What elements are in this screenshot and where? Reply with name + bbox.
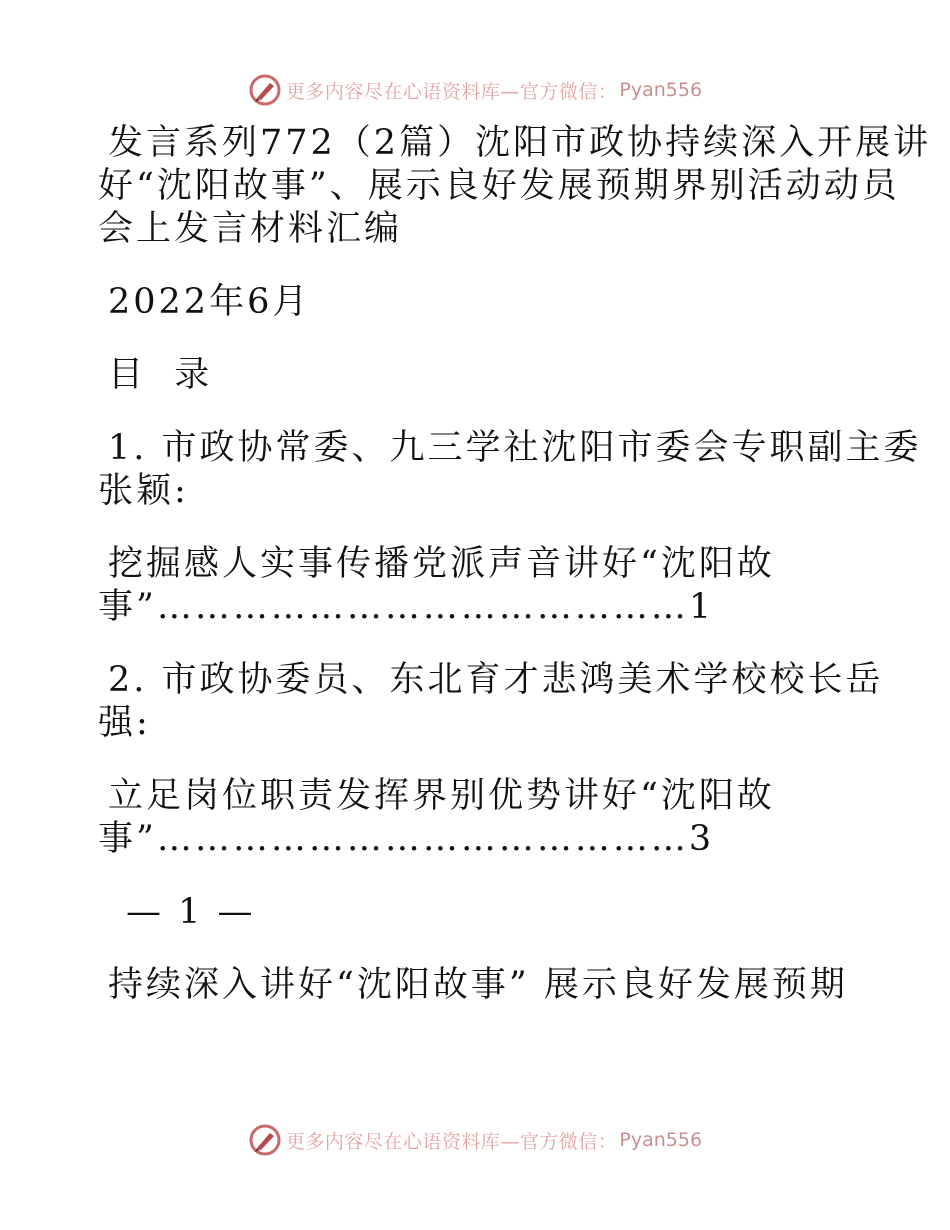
watermark-wechat-id: Pyan556 bbox=[619, 1129, 703, 1151]
pen-logo-icon bbox=[248, 1123, 282, 1157]
document-date: 2022年6月 bbox=[108, 282, 311, 322]
toc-title: 挖掘感人实事传播党派声音讲好“沈阳故 bbox=[108, 544, 775, 584]
toc-title: 事”……………………………………3 bbox=[98, 819, 715, 859]
toc-entry-2[interactable] bbox=[98, 659, 884, 861]
toc-entry-1[interactable] bbox=[98, 427, 922, 629]
toc-heading: 目 录 bbox=[108, 355, 213, 395]
toc-speaker: 张颖: bbox=[98, 471, 189, 511]
watermark-text: 更多内容尽在心语资料库—官方微信： bbox=[285, 1130, 618, 1153]
document-body bbox=[98, 122, 932, 1007]
toc-speaker: 强: bbox=[98, 703, 151, 743]
toc-speaker: 1. 市政协常委、九三学社沈阳市委会专职副主委 bbox=[108, 428, 922, 468]
watermark-wechat-id: Pyan556 bbox=[619, 79, 703, 101]
title-line: 会上发言材料汇编 bbox=[98, 209, 403, 249]
pen-logo-icon bbox=[248, 73, 282, 107]
toc-title: 事”……………………………………1 bbox=[98, 587, 715, 627]
watermark-banner-top bbox=[0, 70, 950, 110]
toc-speaker: 2. 市政协委员、东北育才悲鸿美术学校校长岳 bbox=[108, 660, 884, 700]
title-line: 发言系列772（2篇）沈阳市政协持续深入开展讲 bbox=[108, 123, 932, 163]
next-section-heading: 持续深入讲好“沈阳故事” 展示良好发展预期 bbox=[108, 965, 848, 1005]
toc-title: 立足岗位职责发挥界别优势讲好“沈阳故 bbox=[108, 776, 775, 816]
watermark-text: 更多内容尽在心语资料库—官方微信： bbox=[285, 80, 618, 103]
watermark-banner-bottom bbox=[0, 1120, 950, 1160]
page-number: — 1 — bbox=[126, 892, 256, 932]
title-line: 好“沈阳故事”、展示良好发展预期界别活动动员 bbox=[98, 166, 900, 206]
document-title bbox=[98, 122, 932, 251]
